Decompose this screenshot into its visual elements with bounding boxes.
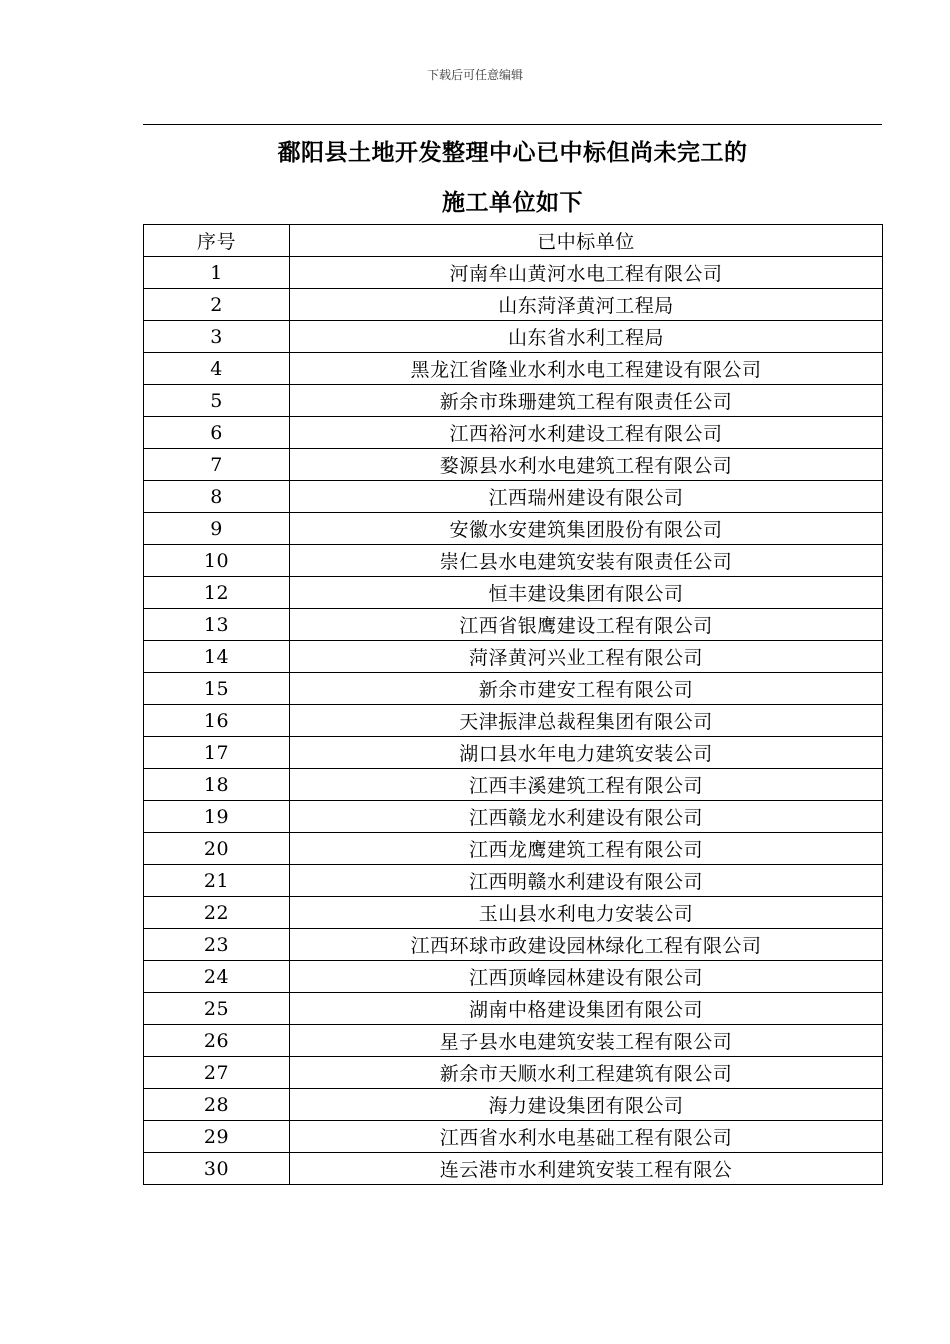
unit-name: 玉山县水利电力安装公司 bbox=[290, 897, 883, 929]
table-row bbox=[144, 1089, 883, 1121]
table-row bbox=[144, 417, 883, 449]
row-number: 19 bbox=[144, 801, 290, 833]
row-number: 3 bbox=[144, 321, 290, 353]
unit-name: 湖南中格建设集团有限公司 bbox=[290, 993, 883, 1025]
table-row bbox=[144, 353, 883, 385]
row-number: 14 bbox=[144, 641, 290, 673]
unit-name: 湖口县水年电力建筑安装公司 bbox=[290, 737, 883, 769]
row-number: 13 bbox=[144, 609, 290, 641]
unit-name: 新余市天顺水利工程建筑有限公司 bbox=[290, 1057, 883, 1089]
row-number: 12 bbox=[144, 577, 290, 609]
header-note: 下载后可任意编辑 bbox=[426, 68, 523, 82]
row-number: 2 bbox=[144, 289, 290, 321]
document-title-line-1: 鄱阳县土地开发整理中心已中标但尚未完工的 bbox=[277, 140, 748, 166]
unit-name: 江西省银鹰建设工程有限公司 bbox=[290, 609, 883, 641]
row-number: 25 bbox=[144, 993, 290, 1025]
table-row bbox=[144, 577, 883, 609]
row-number: 17 bbox=[144, 737, 290, 769]
table-row bbox=[144, 929, 883, 961]
table-header-row bbox=[144, 225, 883, 257]
unit-name: 江西裕河水利建设工程有限公司 bbox=[290, 417, 883, 449]
unit-name: 恒丰建设集团有限公司 bbox=[290, 577, 883, 609]
unit-name: 安徽水安建筑集团股份有限公司 bbox=[290, 513, 883, 545]
table-row bbox=[144, 801, 883, 833]
row-number: 4 bbox=[144, 353, 290, 385]
row-number: 6 bbox=[144, 417, 290, 449]
row-number: 26 bbox=[144, 1025, 290, 1057]
unit-name: 新余市珠珊建筑工程有限责任公司 bbox=[290, 385, 883, 417]
unit-name: 山东省水利工程局 bbox=[290, 321, 883, 353]
contractor-table bbox=[143, 224, 883, 1185]
unit-name: 江西龙鹰建筑工程有限公司 bbox=[290, 833, 883, 865]
row-number: 15 bbox=[144, 673, 290, 705]
unit-name: 天津振津总裁程集团有限公司 bbox=[290, 705, 883, 737]
document-title-line-2: 施工单位如下 bbox=[442, 190, 583, 216]
table-row bbox=[144, 257, 883, 289]
unit-name: 山东菏泽黄河工程局 bbox=[290, 289, 883, 321]
unit-name: 连云港市水利建筑安装工程有限公 bbox=[290, 1153, 883, 1185]
header-rule bbox=[143, 124, 882, 125]
unit-name: 黑龙江省隆业水利水电工程建设有限公司 bbox=[290, 353, 883, 385]
unit-name: 江西省水利水电基础工程有限公司 bbox=[290, 1121, 883, 1153]
table-row bbox=[144, 1057, 883, 1089]
table-row bbox=[144, 673, 883, 705]
unit-name: 江西赣龙水利建设有限公司 bbox=[290, 801, 883, 833]
row-number: 23 bbox=[144, 929, 290, 961]
unit-name: 江西明赣水利建设有限公司 bbox=[290, 865, 883, 897]
table-row bbox=[144, 289, 883, 321]
row-number: 5 bbox=[144, 385, 290, 417]
unit-name: 江西瑞州建设有限公司 bbox=[290, 481, 883, 513]
row-number: 27 bbox=[144, 1057, 290, 1089]
row-number: 1 bbox=[144, 257, 290, 289]
unit-name: 菏泽黄河兴业工程有限公司 bbox=[290, 641, 883, 673]
unit-name: 星子县水电建筑安装工程有限公司 bbox=[290, 1025, 883, 1057]
unit-name: 江西顶峰园林建设有限公司 bbox=[290, 961, 883, 993]
table-row bbox=[144, 705, 883, 737]
table-row bbox=[144, 641, 883, 673]
row-number: 28 bbox=[144, 1089, 290, 1121]
table-row bbox=[144, 481, 883, 513]
table-row bbox=[144, 385, 883, 417]
unit-name: 江西丰溪建筑工程有限公司 bbox=[290, 769, 883, 801]
row-number: 20 bbox=[144, 833, 290, 865]
unit-name: 崇仁县水电建筑安装有限责任公司 bbox=[290, 545, 883, 577]
table-row bbox=[144, 865, 883, 897]
row-number: 16 bbox=[144, 705, 290, 737]
table-row bbox=[144, 449, 883, 481]
unit-name: 婺源县水利水电建筑工程有限公司 bbox=[290, 449, 883, 481]
row-number: 8 bbox=[144, 481, 290, 513]
row-number: 21 bbox=[144, 865, 290, 897]
unit-name: 海力建设集团有限公司 bbox=[290, 1089, 883, 1121]
table-row bbox=[144, 321, 883, 353]
row-number: 22 bbox=[144, 897, 290, 929]
table-row bbox=[144, 833, 883, 865]
row-number: 7 bbox=[144, 449, 290, 481]
row-number: 29 bbox=[144, 1121, 290, 1153]
unit-name: 新余市建安工程有限公司 bbox=[290, 673, 883, 705]
table-row bbox=[144, 545, 883, 577]
table-row bbox=[144, 737, 883, 769]
table-row bbox=[144, 961, 883, 993]
row-number: 9 bbox=[144, 513, 290, 545]
row-number: 24 bbox=[144, 961, 290, 993]
row-number: 30 bbox=[144, 1153, 290, 1185]
table-row bbox=[144, 897, 883, 929]
unit-name: 河南牟山黄河水电工程有限公司 bbox=[290, 257, 883, 289]
table-row bbox=[144, 1121, 883, 1153]
column-header-number: 序号 bbox=[144, 225, 290, 257]
table-row bbox=[144, 769, 883, 801]
table-row bbox=[144, 1153, 883, 1185]
column-header-unit: 已中标单位 bbox=[290, 225, 883, 257]
table-row bbox=[144, 513, 883, 545]
table-row bbox=[144, 993, 883, 1025]
row-number: 18 bbox=[144, 769, 290, 801]
row-number: 10 bbox=[144, 545, 290, 577]
table-row bbox=[144, 609, 883, 641]
unit-name: 江西环球市政建设园林绿化工程有限公司 bbox=[290, 929, 883, 961]
table-row bbox=[144, 1025, 883, 1057]
